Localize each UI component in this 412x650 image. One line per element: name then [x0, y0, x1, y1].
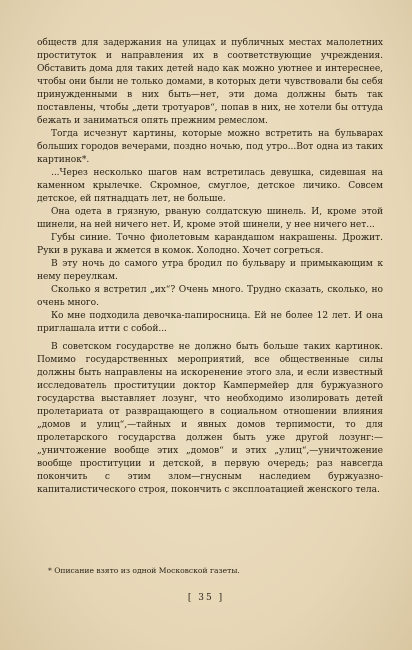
body-text: [37, 37, 383, 497]
paragraph: Ко мне подходила девочка-папиросница. Ей не более 12 лет. И она приглашала итти с собой...: [37, 311, 383, 334]
paragraph: Она одета в грязную, рваную солдатскую шинель. И, кроме этой шинели, на ней ничего нет. И, кроме этой шинели, у нее ничего нет...: [37, 207, 383, 230]
paragraph: ...Через несколько шагов нам встретилась девушка, сидевшая на каменном крылечке. Скромное, смуглое, детское личико. Совсем детское, ей пятнадцать лет, не больше.: [37, 168, 383, 204]
paragraph: Тогда исчезнут картины, которые можно встретить на бульварах больших городов вечерами, поздно ночью, под утро...Вот одна из таких картинок*.: [37, 129, 383, 165]
paragraph: В советском государстве не должно быть больше таких картинок. Помимо государственных мероприятий, все общественные силы должны быть направлены на искоренение этого зла, и если известный исследователь проституции доктор Кампермейер для буржуазного государства выставляет лозунг, что необходимо изолировать детей пролетариата от развращающего в социальном отношении влияния „домов и улиц“,—тайных и явных домов терпимости, то для пролетарского государства должен быть уже другой лозунг:—„уничтожение вообще этих „домов“ и этих „улиц“,—уничтожение вообще проституции и детской, в первую очередь; раз навсегда покончить с этим злом—гнусным наследием буржуазно-капиталистического строя, покончить с эксплоатацией женского тела.: [37, 342, 383, 495]
paragraph: В эту ночь до самого утра бродил по бульвару и примыкающим к нему переулкам.: [37, 259, 383, 282]
footnote: * Описание взято из одной Московской газеты.: [48, 566, 240, 575]
paragraph: Сколько я встретил „их“? Очень много. Трудно сказать, сколько, но очень много.: [37, 285, 383, 308]
paragraph: обществ для задержания на улицах и публичных местах малолетних проституток и направления их в соответствующие учреждения. Обставить дома для таких детей надо как можно уютнее и интереснее, чтобы они были не только домами, в которых дети чувствовали бы себя принужденными в них быть—нет, эти дома должны быть так поставлены, чтобы „дети тротуаров“, попав в них, не хотели бы оттуда бежать и заниматься опять прежним ремеслом.: [37, 38, 383, 126]
paragraph: Губы синие. Точно фиолетовым карандашом накрашены. Дрожит. Руки в рукава и жмется в комок. Холодно. Хочет согреться.: [37, 233, 383, 256]
page-number: [ 35 ]: [187, 593, 225, 603]
